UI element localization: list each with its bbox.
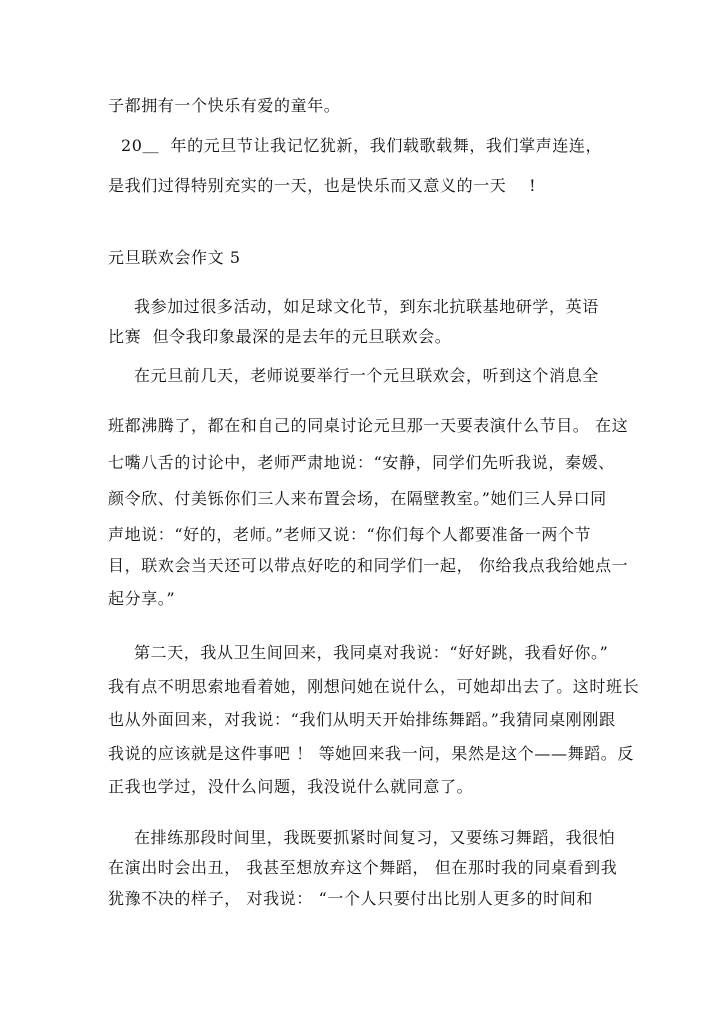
- text-line: 我有点不明思索地看着她，刚想问她在说什么，可她却出去了。这时班长: [108, 677, 640, 696]
- section-heading: 元旦联欢会作文 5: [108, 248, 241, 267]
- text-line: 在元旦前几天，老师说要举行一个元旦联欢会，听到这个消息全: [134, 366, 599, 385]
- text-line: 在演出时会出丑， 我甚至想放弃这个舞蹈， 但在那时我的同桌看到我: [108, 858, 618, 877]
- text-line: 我说的应该就是这件事吧 ！ 等她回来我一问，果然是这个——舞蹈。反: [108, 744, 634, 763]
- text-line: 正我也学过，没什么问题，我没说什么就同意了。: [108, 777, 474, 796]
- text-line: 也从外面回来，对我说：“我们从明天开始排练舞蹈。”我猜同桌刚刚跟: [108, 710, 616, 729]
- text-line: 七嘴八舌的讨论中，老师严肃地说：“安静，同学们先听我说，秦媛、: [108, 453, 615, 472]
- text-line: 班都沸腾了，都在和自己的同桌讨论元旦那一天要表演什么节目。 在这: [108, 416, 629, 435]
- text-line: 起分享。”: [108, 589, 176, 608]
- text-line: 我参加过很多活动，如足球文化节，到东北抗联基地研学，英语: [134, 297, 599, 316]
- text-line: 子都拥有一个快乐有爱的童年。: [108, 96, 341, 115]
- text-line: 声地说：“好的，老师。”老师又说：“你们每个人都要准备一两个节: [108, 525, 592, 544]
- text-line: 颜令欣、付美铄你们三人来布置会场，在隔壁教室。”她们三人异口同: [108, 489, 607, 508]
- text-line: 比赛 但令我印象最深的是去年的元旦联欢会。: [108, 327, 452, 346]
- text-line: 犹豫不决的样子， 对我说： “一个人只要付出比别人更多的时间和: [108, 889, 593, 908]
- text-line: 20＿ 年的元旦节让我记忆犹新，我们载歌载舞，我们掌声连连，: [121, 136, 603, 155]
- text-line: 第二天，我从卫生间回来，我同桌对我说：“好好跳，我看好你。”: [134, 643, 609, 662]
- text-line: 是我们过得特别充实的一天，也是快乐而又意义的一天 !: [108, 176, 537, 195]
- text-line: 在排练那段时间里，我既要抓紧时间复习，又要练习舞蹈，我很怕: [134, 828, 616, 847]
- text-line: 目，联欢会当天还可以带点好吃的和同学们一起， 你给我点我给她点一: [108, 556, 629, 575]
